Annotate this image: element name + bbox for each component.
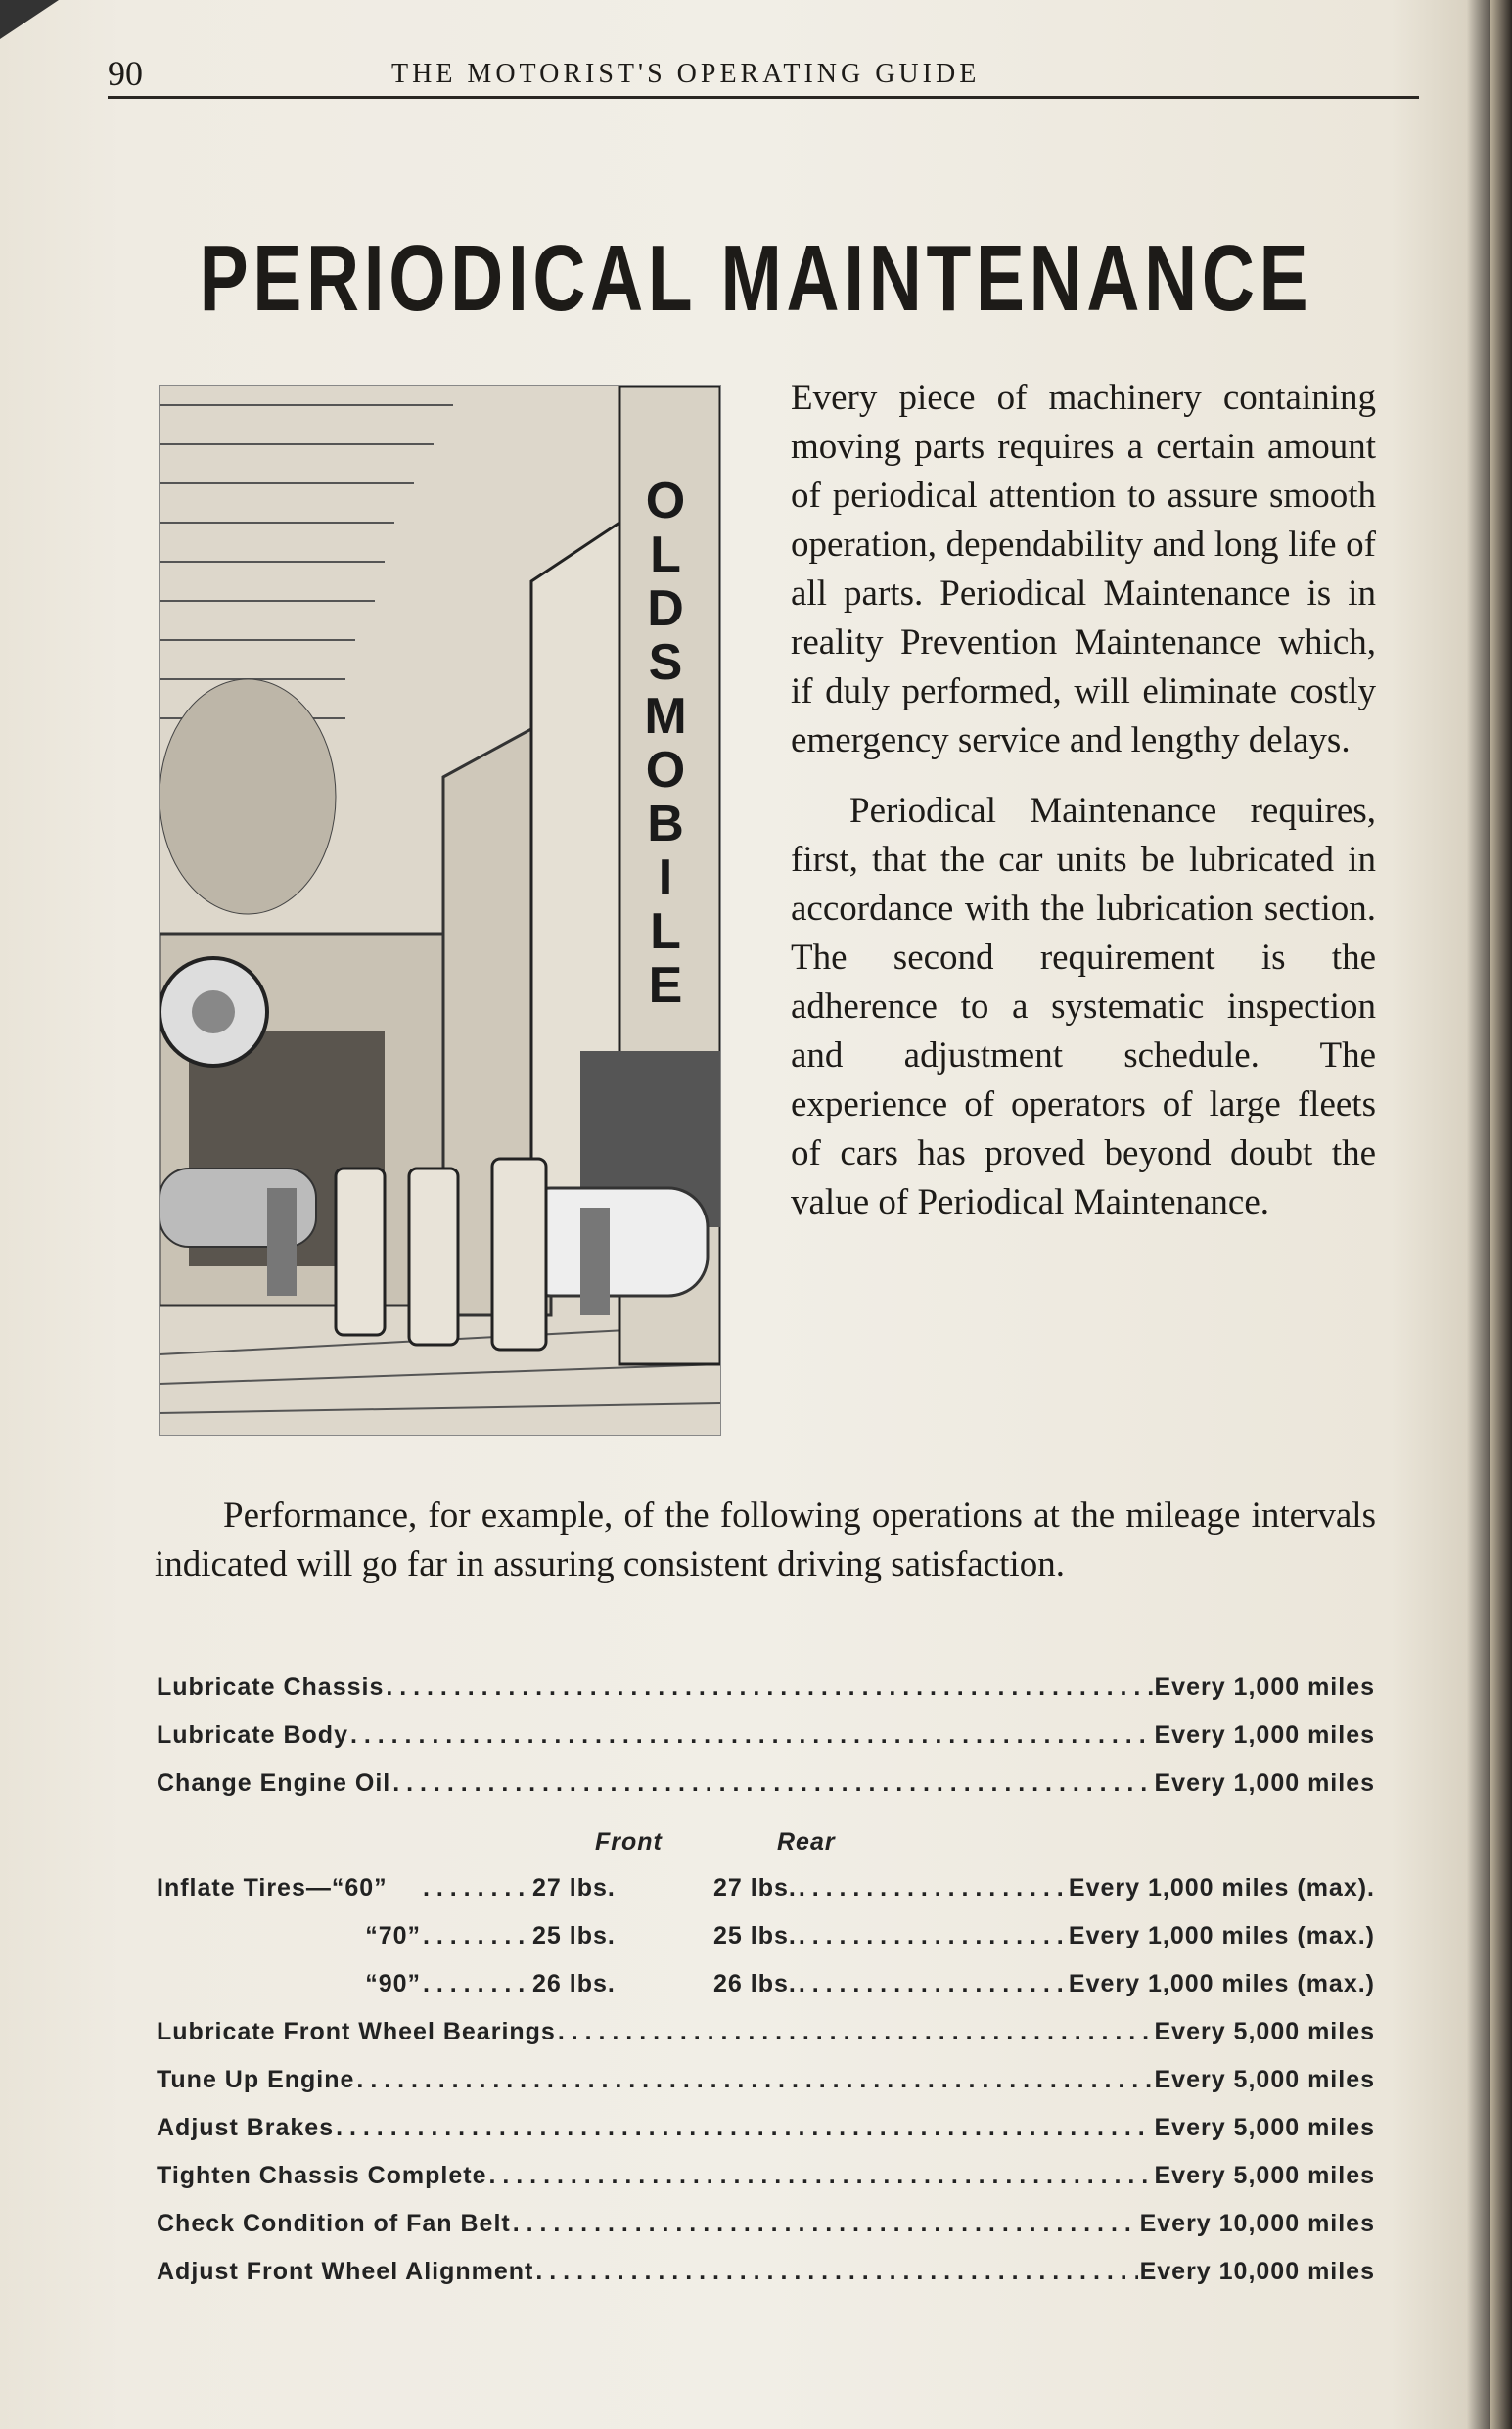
schedule-row (157, 1664, 1375, 1712)
front-header: Front (595, 1828, 663, 1856)
leader-dots (799, 1864, 1067, 1912)
page-corner (0, 0, 59, 39)
rear-pressure: 27 lbs. (713, 1874, 797, 1902)
page-number: 90 (108, 54, 143, 93)
leader-dots (423, 1864, 530, 1912)
leader-dots (386, 1664, 1152, 1712)
rear-header: Rear (777, 1828, 836, 1856)
tire-label: Inflate Tires—“60” (157, 1874, 388, 1902)
intro-column (791, 374, 1376, 1227)
sign-letter: O (645, 473, 686, 529)
schedule-row (157, 1712, 1375, 1760)
schedule-row (157, 2248, 1375, 2296)
rear-pressure: 25 lbs. (713, 1922, 797, 1949)
schedule-row (157, 2008, 1375, 2056)
book-spine-edge (1490, 0, 1512, 2429)
interval: Every 10,000 miles (1139, 2210, 1375, 2237)
page-title: PERIODICAL MAINTENANCE (199, 226, 1313, 331)
sign-letter: E (648, 957, 683, 1014)
interval: Every 1,000 miles (max.) (1068, 1922, 1375, 1949)
interval: Every 5,000 miles (1154, 2018, 1375, 2045)
interval: Every 1,000 miles (max). (1068, 1874, 1375, 1902)
leader-dots (392, 1760, 1152, 1808)
sign-letter: D (647, 580, 684, 637)
schedule-row (157, 2104, 1375, 2152)
leader-dots (513, 2200, 1138, 2248)
oldsmobile-vertical-sign (631, 475, 700, 1013)
sign-letter: S (648, 634, 683, 691)
schedule-row (157, 2152, 1375, 2200)
rear-pressure: 26 lbs. (713, 1970, 797, 1997)
operation: Tighten Chassis Complete (157, 2162, 487, 2189)
interval: Every 5,000 miles (1154, 2114, 1375, 2141)
tire-row (157, 1960, 1375, 2008)
operation: Lubricate Chassis (157, 1673, 385, 1701)
page-header (108, 51, 1419, 99)
tire-row (157, 1864, 1375, 1912)
front-pressure: 26 lbs. (532, 1970, 616, 1997)
tire-row (157, 1912, 1375, 1960)
leader-dots (489, 2152, 1153, 2200)
leader-dots (336, 2104, 1152, 2152)
schedule-row (157, 1760, 1375, 1808)
tire-column-headers (157, 1808, 1375, 1864)
leader-dots (799, 1960, 1067, 2008)
sign-letter: B (647, 796, 684, 852)
paragraph: Every piece of machinery containing moving parts requires a certain amount of periodical attention to assure smooth operation, dependability and long life of all parts. Periodical Maintenance is in reality Prevention Maintenance which, if duly performed, will eliminate costly emergency service and lengthy delays. (791, 378, 1376, 760)
operation: Change Engine Oil (157, 1769, 391, 1797)
sign-letter: L (650, 527, 681, 583)
operation: Lubricate Body (157, 1721, 348, 1749)
leader-dots (799, 1912, 1067, 1960)
front-pressure: 27 lbs. (532, 1874, 616, 1902)
leader-dots (423, 1912, 530, 1960)
leader-dots (356, 2056, 1152, 2104)
interval: Every 5,000 miles (1154, 2162, 1375, 2189)
schedule-row (157, 2200, 1375, 2248)
tire-label: “90” (365, 1970, 421, 1997)
interval: Every 1,000 miles (1154, 1769, 1375, 1797)
interval: Every 10,000 miles (1139, 2258, 1375, 2285)
interval: Every 1,000 miles (max.) (1068, 1970, 1375, 1997)
front-pressure: 25 lbs. (532, 1922, 616, 1949)
interval: Every 1,000 miles (1154, 1721, 1375, 1749)
operation: Lubricate Front Wheel Bearings (157, 2018, 556, 2045)
interval: Every 1,000 miles (1154, 1673, 1375, 1701)
interval: Every 5,000 miles (1154, 2066, 1375, 2093)
operation: Adjust Brakes (157, 2114, 335, 2141)
sign-letter: O (645, 742, 686, 799)
leader-dots (535, 2248, 1137, 2296)
operation: Check Condition of Fan Belt (157, 2210, 511, 2237)
paragraph: Periodical Maintenance requires, first, that the car units be lubricated in accordance with the lubrication section. The second requirement is the adherence to a systematic inspection and adjustment schedule. The experience of operators of large fleets of cars has proved beyond doubt the value of Periodical Maintenance. (791, 791, 1376, 1222)
leader-dots (350, 1712, 1153, 1760)
tire-label: “70” (365, 1922, 421, 1949)
sign-letter: M (644, 688, 687, 745)
schedule-row (157, 2056, 1375, 2104)
maintenance-schedule (157, 1664, 1375, 2296)
sign-letter: L (650, 903, 681, 960)
leader-dots (558, 2008, 1153, 2056)
sign-letter: I (658, 849, 673, 906)
running-title: THE MOTORIST'S OPERATING GUIDE (391, 59, 981, 89)
operation: Adjust Front Wheel Alignment (157, 2258, 534, 2285)
paragraph: Performance, for example, of the following operations at the mileage intervals indicated will go far in assuring consistent driving satisfaction. (155, 1495, 1376, 1584)
leader-dots (423, 1960, 530, 2008)
operation: Tune Up Engine (157, 2066, 355, 2093)
